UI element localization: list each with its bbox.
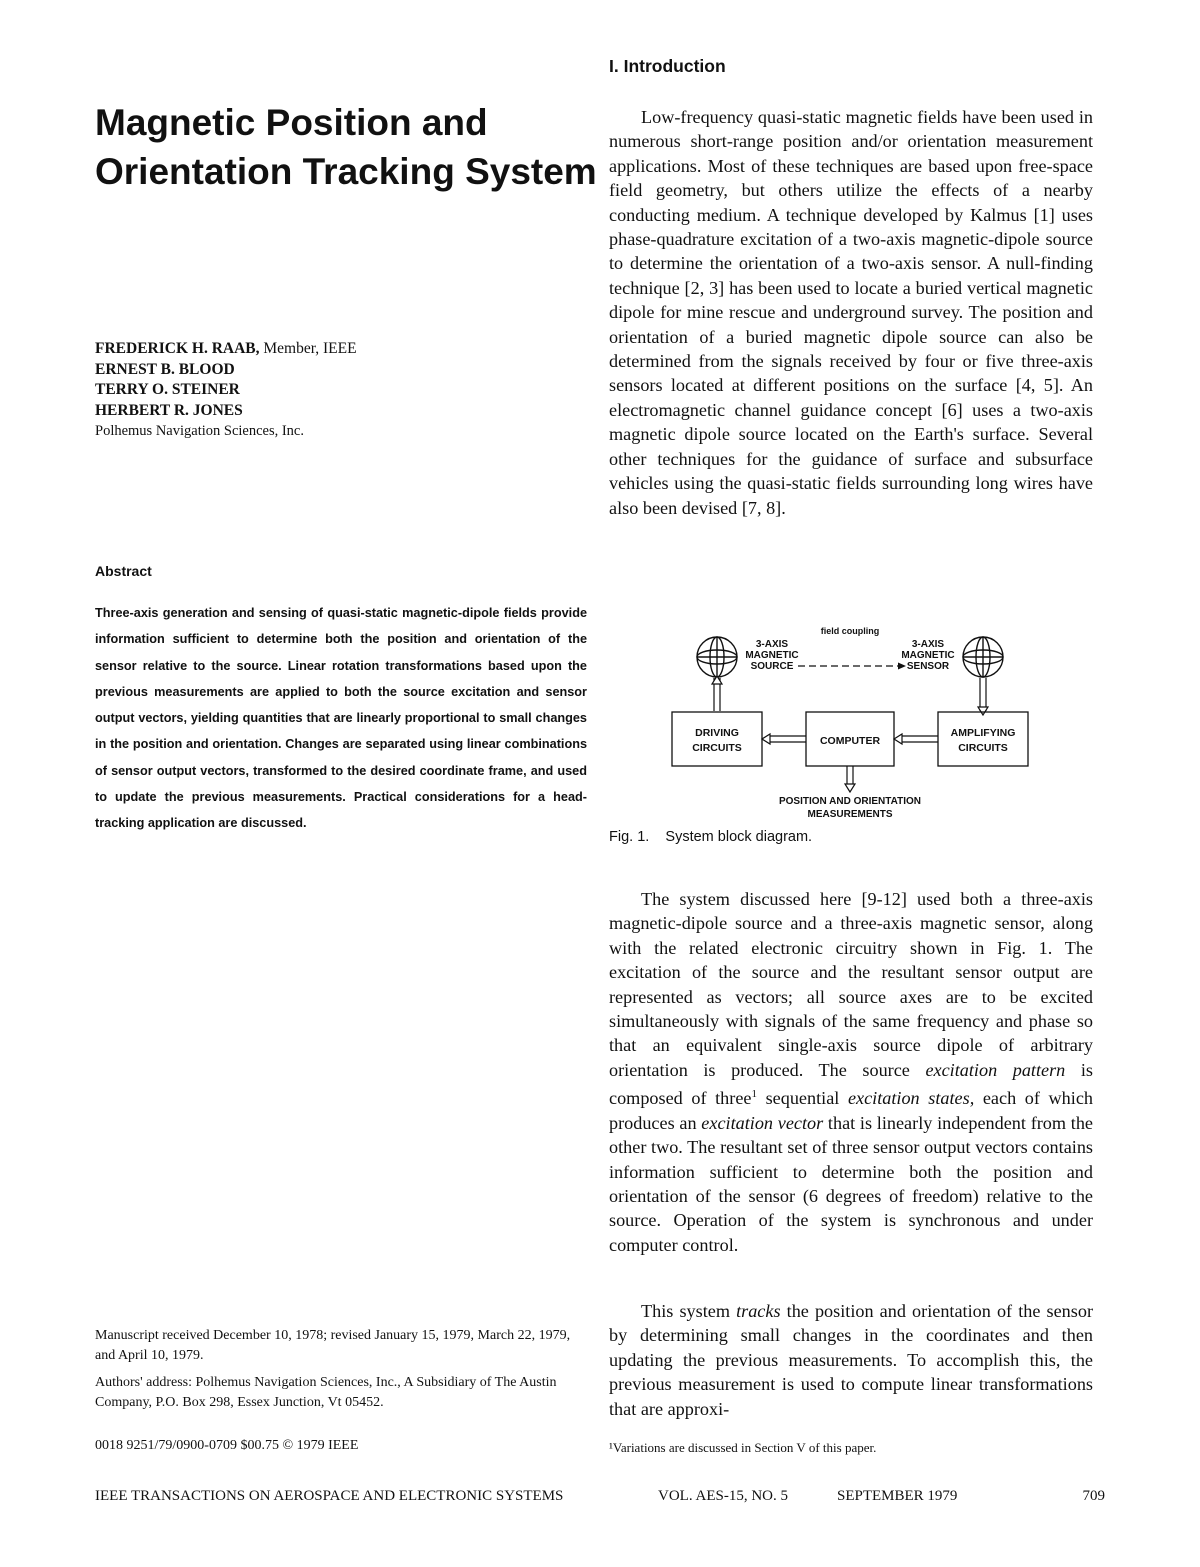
title-line-2: Orientation Tracking System <box>95 151 597 192</box>
emphasis-excitation-states: excitation states, <box>847 1088 975 1109</box>
copyright-line: 0018 9251/79/0900-0709 $00.75 © 1979 IEEE <box>95 1438 359 1453</box>
source-label-line: SOURCE <box>750 661 794 672</box>
intro-paragraph-3 <box>609 1299 1093 1421</box>
author-list <box>95 339 555 442</box>
sensor-label-line: SENSOR <box>906 661 950 672</box>
author-line <box>95 360 555 381</box>
paper-title <box>95 98 615 196</box>
author-affiliation: Polhemus Navigation Sciences, Inc. <box>95 423 304 439</box>
text-run: is composed of three <box>609 1059 1093 1109</box>
computer-to-driving-connector <box>762 734 806 744</box>
author-line <box>95 339 555 360</box>
system-block-diagram <box>660 620 1040 825</box>
amplifying-to-computer-connector <box>894 734 938 744</box>
driving-label-line: DRIVING <box>695 727 739 739</box>
sensor-label-line: MAGNETIC <box>901 650 955 661</box>
journal-name: IEEE TRANSACTIONS ON AEROSPACE AND ELECTRONIC SYSTEMS <box>95 1488 564 1504</box>
output-label-line: MEASUREMENTS <box>807 809 893 820</box>
source-coil-icon <box>697 637 737 677</box>
text-run: that is linearly independent from the other two. The resultant set of three sensor output vectors contains information sufficient to determine both the position and orientation of the sensor (6 degrees of freedom) relative to the source. Operation of the system is synchronous and under computer control. <box>609 1112 1093 1255</box>
sensor-to-amplifying-connector <box>978 678 988 715</box>
page-number: 709 <box>1082 1488 1105 1504</box>
title-line-1: Magnetic Position and <box>95 102 488 143</box>
source-label-line: MAGNETIC <box>745 650 799 661</box>
author-name: HERBERT R. JONES <box>95 401 243 419</box>
author-name: FREDERICK H. RAAB, <box>95 340 260 357</box>
output-label-line: POSITION AND ORIENTATION <box>778 796 922 807</box>
field-coupling-label: field coupling <box>820 626 880 636</box>
text-run: This system <box>641 1301 737 1321</box>
author-line <box>95 401 555 422</box>
amplifying-circuits-block <box>938 712 1028 766</box>
driving-label-line: CIRCUITS <box>692 742 742 754</box>
computer-output-connector <box>845 766 855 792</box>
text-run: the position and orientation of the sensor by determining small changes in the coordinates and then updating the previous measurements. To accomplish this, the previous measurement is used to compute linear transformations that are approxi- <box>609 1301 1093 1419</box>
footnote-marker: 1 <box>751 1088 757 1101</box>
text-run: sequential <box>756 1088 848 1109</box>
footnote: ¹Variations are discussed in Section V of this paper. <box>609 1440 877 1455</box>
text-run: each of which produces an <box>609 1088 1093 1133</box>
emphasis-excitation-vector: excitation vector <box>701 1112 824 1133</box>
emphasis-tracks: tracks <box>736 1301 781 1321</box>
sensor-label-line: 3-AXIS <box>911 639 945 650</box>
abstract-text: Three-axis generation and sensing of quasi-static magnetic-dipole fields provide information sufficient to determine both the position and orientation of the sensor relative to the source. Linear rotation transformations based upon the previous measurements are applied to both the source excitation and sensor output vectors, yielding quantities that are linearly proportional to small changes in the position and orientation. Changes are separated using linear combinations of sensor output vectors, transformed to the desired coordinate frame, and used to update the previous measurements. Practical considerations for a head-tracking application are discussed. <box>95 606 587 831</box>
intro-paragraph-2 <box>609 887 1093 1257</box>
emphasis-excitation-pattern: excitation pattern <box>925 1059 1066 1080</box>
author-name: TERRY O. STEINER <box>95 381 240 398</box>
amplifying-label-line: AMPLIFYING <box>950 727 1016 739</box>
text-run: The system discussed here [9-12] used both a three-axis magnetic-dipole source and a three-axis magnetic sensor, along with the related electronic circuitry shown in Fig. 1. The excitation of the source and the resultant sensor output are represented as vectors; all source axes are to be excited simultaneously with signals of the same frequency and phase so that an equivalent single-axis source dipole of arbitrary orientation is produced. The source <box>609 889 1093 1080</box>
manuscript-note: Manuscript received December 10, 1978; revised January 15, 1979, March 22, 1979, and April 10, 1979. <box>95 1328 571 1363</box>
abstract-heading: Abstract <box>95 563 152 579</box>
author-name: ERNEST B. BLOOD <box>95 360 235 378</box>
field-coupling-arrow <box>798 663 906 670</box>
sensor-coil-icon <box>963 637 1003 677</box>
amplifying-label-line: CIRCUITS <box>958 742 1008 754</box>
section-heading: I. Introduction <box>609 56 726 76</box>
issue-date: SEPTEMBER 1979 <box>837 1488 958 1504</box>
driving-to-source-connector <box>712 676 722 711</box>
driving-circuits-block <box>672 712 762 766</box>
figure-caption: Fig. 1. System block diagram. <box>609 829 813 845</box>
author-membership: Member, IEEE <box>259 340 357 357</box>
computer-label: COMPUTER <box>819 735 881 747</box>
source-label-line: 3-AXIS <box>755 639 789 650</box>
authors-address-note: Authors' address: Polhemus Navigation Sciences, Inc., A Subsidiary of The Austin Company, P.O. Box 298, Essex Junction, Vt 05452. <box>95 1375 557 1410</box>
intro-paragraph-1: Low-frequency quasi-static magnetic fields have been used in numerous short-range position and/or orientation measurement applications. Most of these techniques are based upon free-space field geometry, but others utilize the effects of a nearby conducting medium. A technique developed by Kalmus [1] uses phase-quadrature excitation of a two-axis magnetic-dipole source to determine the orientation of a two-axis sensor. A null-finding technique [2, 3] has been used to locate a buried vertical magnetic dipole for mine rescue and underground survey. The position and orientation of a buried magnetic dipole source can also be determined from the signals received by four or five three-axis sensors located at different positions on the surface [4, 5]. An electromagnetic channel guidance concept [6] uses a two-axis magnetic dipole source located on the Earth's surface. Several other techniques for the guidance of surface and subsurface vehicles using the quasi-static fields surrounding long wires have also been devised [7, 8]. <box>609 107 1093 518</box>
author-line <box>95 380 555 401</box>
volume-issue: VOL. AES-15, NO. 5 <box>658 1488 788 1504</box>
